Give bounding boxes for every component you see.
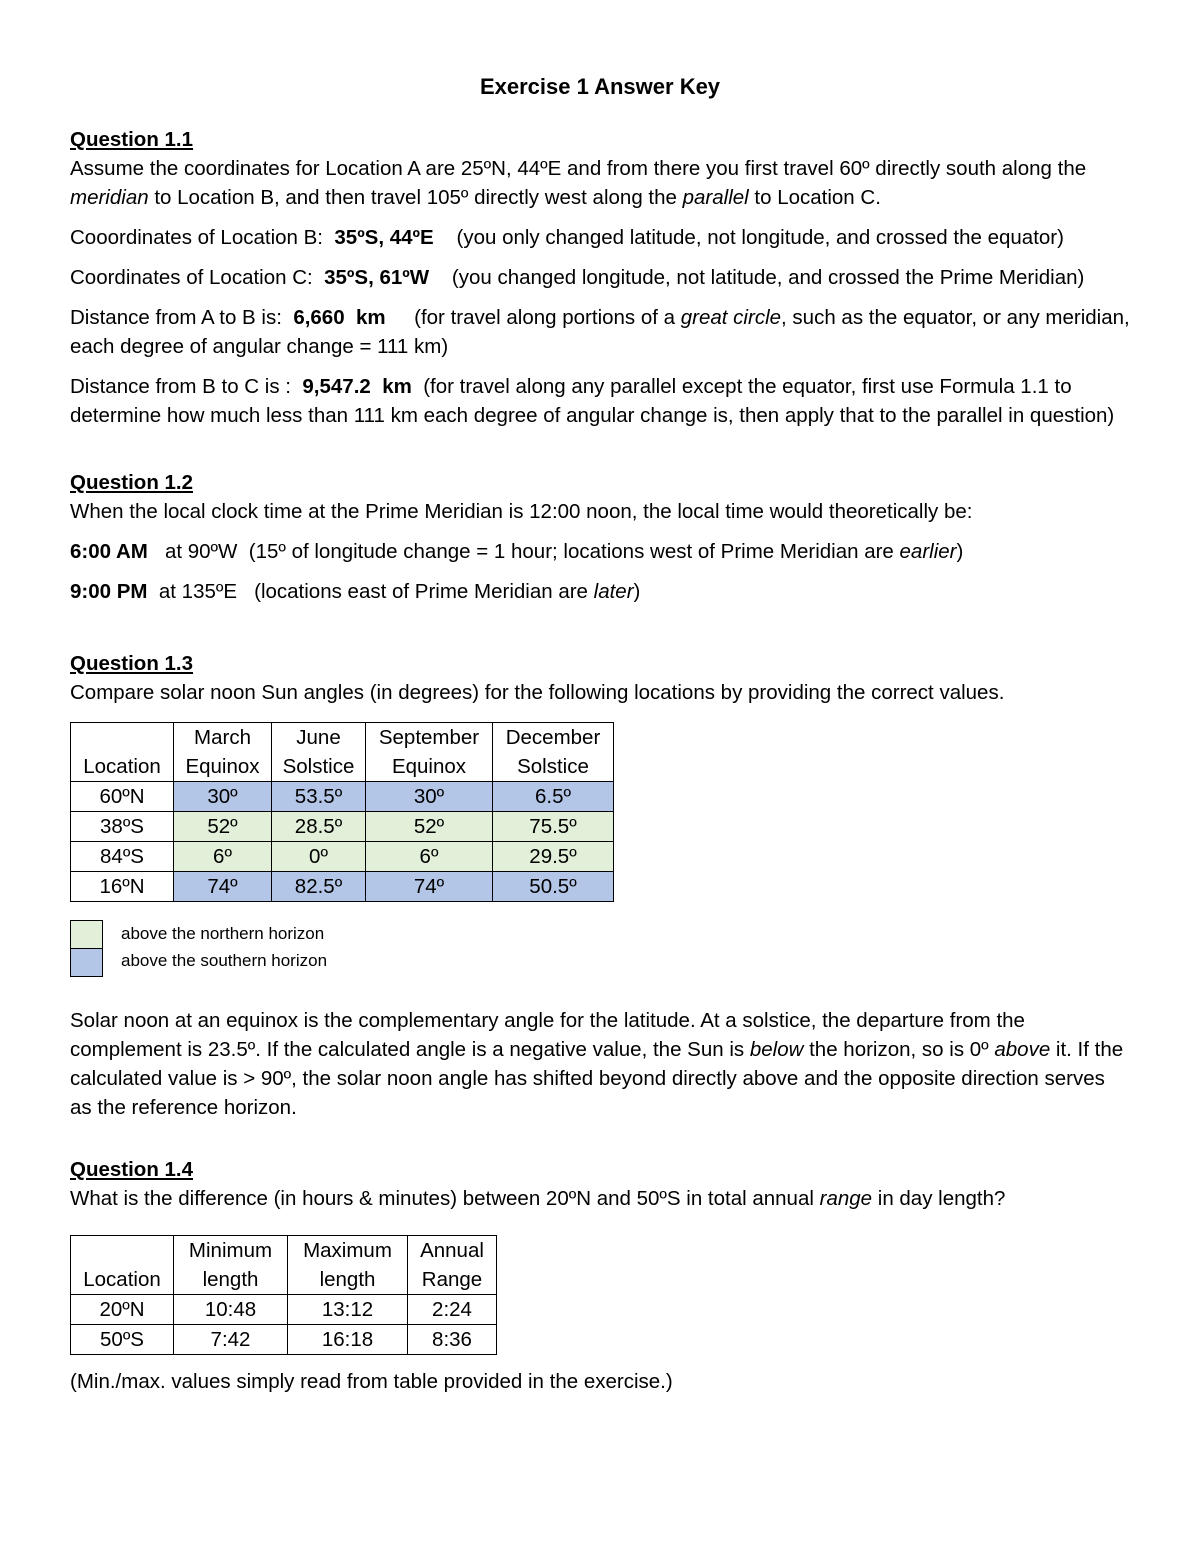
angle-cell: 0º bbox=[272, 842, 366, 872]
location-cell: 60ºN bbox=[71, 782, 174, 812]
header-cell: Solstice bbox=[272, 752, 366, 782]
table-row bbox=[71, 872, 614, 902]
angle-cell: 30º bbox=[366, 782, 493, 812]
question-1-2 bbox=[70, 468, 1130, 606]
solar-noon-explanation: Solar noon at an equinox is the complementary angle for the latitude. At a solstice, the departure from the complement is 23.5º. If the calculated angle is a negative value, the Sun is below the horizon, so is 0º above it. If the calculated value is > 90º, the solar noon angle has shifted beyond directly above and the opposite direction serves as the reference horizon. bbox=[70, 1009, 1124, 1119]
angle-cell: 6º bbox=[174, 842, 272, 872]
header-cell: December bbox=[493, 723, 614, 753]
header-cell: Location bbox=[71, 1265, 174, 1295]
table-row bbox=[71, 1295, 497, 1325]
max-length-cell: 13:12 bbox=[288, 1295, 408, 1325]
header-cell: Maximum bbox=[288, 1236, 408, 1266]
table-header-row-top bbox=[71, 723, 614, 753]
distance-b-to-c: Distance from B to C is : 9,547.2 km (for travel along any parallel except the equator, first use Formula 1.1 to determine how much less than 111 km each degree of angular change is, then apply that to the parallel in question) bbox=[70, 375, 1115, 427]
location-cell: 16ºN bbox=[71, 872, 174, 902]
question-1-3-heading: Question 1.3 bbox=[70, 652, 194, 675]
table-header-row-top bbox=[71, 1236, 497, 1266]
question-1-2-intro: When the local clock time at the Prime Meridian is 12:00 noon, the local time would theoretically be: bbox=[70, 500, 973, 523]
coordinates-location-c: Coordinates of Location C: 35ºS, 61ºW (you changed longitude, not latitude, and crossed the Prime Meridian) bbox=[70, 266, 1085, 289]
annual-range-cell: 8:36 bbox=[408, 1325, 497, 1355]
time-at-135e: 9:00 PM at 135ºE (locations east of Prime Meridian are later) bbox=[70, 580, 641, 603]
table-row bbox=[71, 1325, 497, 1355]
distance-a-to-b: Distance from A to B is: 6,660 km (for travel along portions of a great circle, such as the equator, or any meridian, each degree of angular change = 111 km) bbox=[70, 306, 1136, 358]
header-cell: September bbox=[366, 723, 493, 753]
question-1-1 bbox=[70, 125, 1136, 430]
angle-cell: 75.5º bbox=[493, 812, 614, 842]
header-cell bbox=[71, 1236, 174, 1266]
southern-horizon-label: above the southern horizon bbox=[121, 951, 328, 970]
header-cell: length bbox=[174, 1265, 288, 1295]
northern-horizon-swatch bbox=[70, 920, 103, 949]
max-length-cell: 16:18 bbox=[288, 1325, 408, 1355]
angle-cell: 74º bbox=[366, 872, 493, 902]
question-1-1-heading: Question 1.1 bbox=[70, 128, 194, 151]
header-cell: Range bbox=[408, 1265, 497, 1295]
question-1-4-intro: What is the difference (in hours & minutes) between 20ºN and 50ºS in total annual range in day length? bbox=[70, 1187, 1006, 1210]
angle-cell: 6º bbox=[366, 842, 493, 872]
angle-cell: 74º bbox=[174, 872, 272, 902]
table-row bbox=[71, 812, 614, 842]
table-row bbox=[71, 782, 614, 812]
header-cell: March bbox=[174, 723, 272, 753]
header-cell: Minimum bbox=[174, 1236, 288, 1266]
day-length-table bbox=[70, 1235, 497, 1355]
header-cell: Solstice bbox=[493, 752, 614, 782]
angle-cell: 6.5º bbox=[493, 782, 614, 812]
location-cell: 20ºN bbox=[71, 1295, 174, 1325]
header-cell: June bbox=[272, 723, 366, 753]
header-cell bbox=[71, 723, 174, 753]
table-row bbox=[71, 842, 614, 872]
angle-cell: 52º bbox=[366, 812, 493, 842]
header-cell: Equinox bbox=[174, 752, 272, 782]
angle-cell: 50.5º bbox=[493, 872, 614, 902]
location-cell: 38ºS bbox=[71, 812, 174, 842]
min-length-cell: 7:42 bbox=[174, 1325, 288, 1355]
time-at-90w: 6:00 AM at 90ºW (15º of longitude change = 1 hour; locations west of Prime Meridian are earlier) bbox=[70, 540, 964, 563]
question-1-3 bbox=[70, 649, 1130, 1122]
angle-cell: 52º bbox=[174, 812, 272, 842]
northern-horizon-label: above the northern horizon bbox=[121, 924, 325, 943]
coordinates-location-b: Cooordinates of Location B: 35ºS, 44ºE (you only changed latitude, not longitude, and crossed the equator) bbox=[70, 226, 1064, 249]
header-cell: Annual bbox=[408, 1236, 497, 1266]
table-header-row-bottom bbox=[71, 752, 614, 782]
angle-cell: 29.5º bbox=[493, 842, 614, 872]
question-1-2-heading: Question 1.2 bbox=[70, 471, 194, 494]
angle-cell: 28.5º bbox=[272, 812, 366, 842]
location-cell: 50ºS bbox=[71, 1325, 174, 1355]
southern-horizon-swatch bbox=[70, 948, 103, 977]
question-1-4 bbox=[70, 1155, 1130, 1396]
angle-cell: 30º bbox=[174, 782, 272, 812]
header-cell: Location bbox=[71, 752, 174, 782]
table-header-row-bottom bbox=[71, 1265, 497, 1295]
min-length-cell: 10:48 bbox=[174, 1295, 288, 1325]
answer-key-page bbox=[70, 72, 1136, 1396]
angle-cell: 53.5º bbox=[272, 782, 366, 812]
page-title: Exercise 1 Answer Key bbox=[479, 74, 721, 99]
question-1-4-heading: Question 1.4 bbox=[70, 1158, 194, 1181]
header-cell: length bbox=[288, 1265, 408, 1295]
location-cell: 84ºS bbox=[71, 842, 174, 872]
header-cell: Equinox bbox=[366, 752, 493, 782]
horizon-legend bbox=[70, 920, 1130, 982]
angle-cell: 82.5º bbox=[272, 872, 366, 902]
question-1-3-intro: Compare solar noon Sun angles (in degrees) for the following locations by providing the correct values. bbox=[70, 681, 1005, 704]
table-source-note: (Min./max. values simply read from table provided in the exercise.) bbox=[70, 1370, 673, 1393]
sun-angle-table bbox=[70, 722, 614, 902]
annual-range-cell: 2:24 bbox=[408, 1295, 497, 1325]
question-1-1-intro: Assume the coordinates for Location A are 25ºN, 44ºE and from there you first travel 60º directly south along the meridian to Location B, and then travel 105º directly west along the parallel to Location C. bbox=[70, 157, 1087, 209]
